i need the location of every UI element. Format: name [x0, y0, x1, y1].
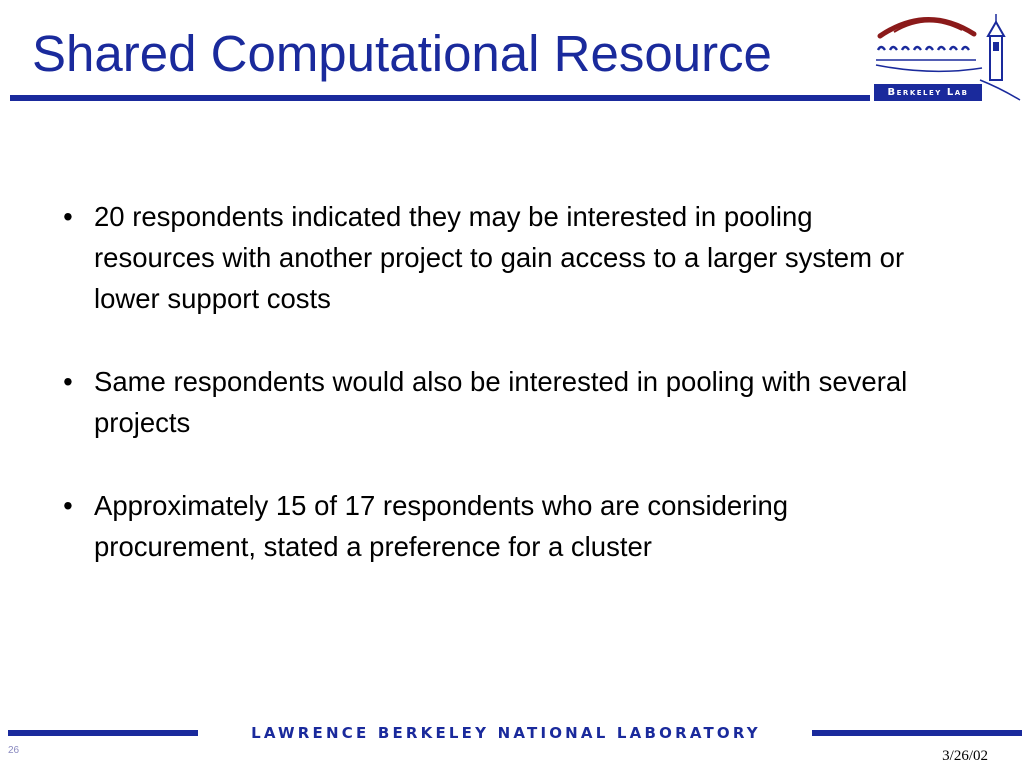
footer-rule-right: [812, 730, 1022, 736]
logo-text: Berkeley Lab: [887, 87, 969, 98]
bullet-marker: •: [63, 201, 73, 232]
bullet-item: [58, 485, 938, 567]
bullet-text: 20 respondents indicated they may be interested in pooling resources with another project to gain access to a larger system or lower support costs: [94, 201, 905, 314]
bullet-text: Same respondents would also be interested in pooling with several projects: [94, 366, 908, 438]
bullet-list: [58, 196, 938, 609]
title-underline: [10, 95, 870, 101]
bullet-text: Approximately 15 of 17 respondents who are considering procurement, stated a preference for a cluster: [94, 490, 789, 562]
bullet-item: [58, 196, 938, 319]
bullet-marker: •: [63, 490, 73, 521]
slide-number: 26: [8, 745, 20, 756]
bullet-item: [58, 361, 938, 443]
footer-lab-name: LAWRENCE BERKELEY NATIONAL LABORATORY: [251, 724, 761, 742]
slide-title: Shared Computational Resource: [32, 25, 772, 82]
slide-date: 3/26/02: [942, 748, 988, 764]
bullet-marker: •: [63, 366, 73, 397]
berkeley-lab-logo: [872, 10, 1022, 105]
footer-rule-left: [8, 730, 198, 736]
